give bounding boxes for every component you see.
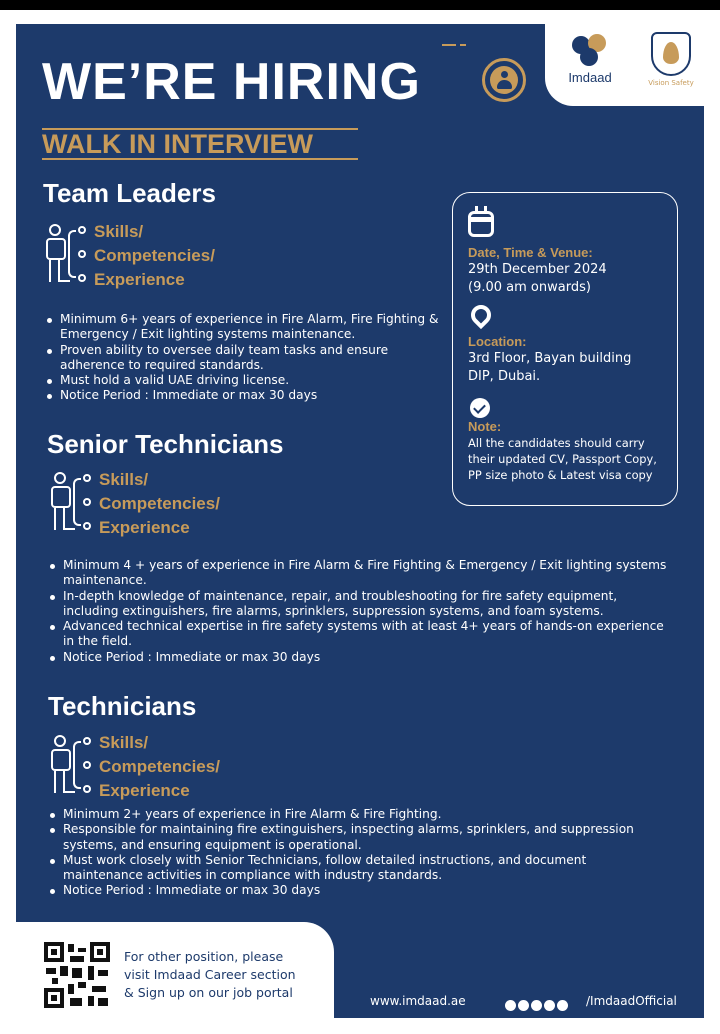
- facebook-icon[interactable]: [505, 1000, 516, 1011]
- twitter-icon[interactable]: [518, 1000, 529, 1011]
- brace-connector: [73, 478, 81, 526]
- list-item: In-depth knowledge of maintenance, repair, and troubleshooting for fire safety equipment, including extinguishers, fire alarms, sprinklers, suppression systems, and foam systems.: [47, 589, 667, 620]
- list-item: Notice Period : Immediate or max 30 days: [47, 650, 667, 665]
- list-item: Minimum 4 + years of experience in Fire Alarm & Fire Fighting & Emergency / Exit lighting systems maintenance.: [47, 558, 667, 589]
- list-item: Notice Period : Immediate or max 30 days: [44, 388, 444, 403]
- social-icons: [505, 995, 570, 1007]
- walk-in-interview-banner: WALK IN INTERVIEW: [42, 128, 358, 160]
- list-item: Must work closely with Senior Technicians, follow detailed instructions, and document maintenance activities in compliance with industry standards.: [47, 853, 667, 884]
- brace-connector: [73, 741, 81, 789]
- vision-safety-logo-text: Vision Safety: [648, 79, 694, 87]
- check-icon: [470, 398, 490, 418]
- team-leaders-requirements: [44, 312, 444, 404]
- bullet-dot: [83, 474, 91, 482]
- vision-safety-logo: [645, 32, 697, 87]
- senior-technicians-requirements: [47, 558, 667, 665]
- career-panel: [16, 922, 334, 1018]
- experience-label: Experience: [99, 781, 190, 800]
- logo-panel: [545, 24, 720, 106]
- bullet-dot: [83, 737, 91, 745]
- bullet-dot: [83, 498, 91, 506]
- skills-label: Skills/: [94, 222, 144, 241]
- note-line2: their updated CV, Passport Copy,: [468, 452, 657, 466]
- linkedin-icon[interactable]: [531, 1000, 542, 1011]
- time-value: (9.00 am onwards): [468, 280, 591, 295]
- competencies-label: Competencies/: [94, 246, 215, 265]
- competencies-label: Competencies/: [99, 494, 220, 513]
- list-item: Responsible for maintaining fire extinguishers, inspecting alarms, sprinklers, and suppression systems, and ensuring equipment is operational.: [47, 822, 667, 853]
- list-item: Advanced technical expertise in fire safety systems with at least 4+ years of hands-on experience in the field.: [47, 619, 667, 650]
- location-heading: Location:: [468, 334, 527, 349]
- bullet-dot: [78, 250, 86, 258]
- list-item: Proven ability to oversee daily team tasks and ensure adherence to required standards.: [44, 343, 444, 374]
- website-link[interactable]: www.imdaad.ae: [370, 994, 466, 1008]
- flame-icon: [663, 42, 679, 64]
- skills-block: [42, 222, 282, 292]
- bullet-dot: [78, 226, 86, 234]
- skills-label: Skills/: [99, 733, 149, 752]
- location-line2: DIP, Dubai.: [468, 369, 541, 384]
- bullet-dot: [78, 274, 86, 282]
- experience-label: Experience: [99, 518, 190, 537]
- shield-icon: [651, 32, 691, 76]
- list-item: Must hold a valid UAE driving license.: [44, 373, 444, 388]
- skills-block: [47, 733, 287, 803]
- youtube-icon[interactable]: [557, 1000, 568, 1011]
- career-line2: visit Imdaad Career section: [124, 967, 296, 982]
- note-heading: Note:: [468, 419, 502, 434]
- section-title-team-leaders: Team Leaders: [43, 178, 216, 208]
- list-item: Minimum 6+ years of experience in Fire Alarm, Fire Fighting & Emergency / Exit lighting systems maintenance.: [44, 312, 444, 343]
- bullet-dot: [83, 785, 91, 793]
- date-heading: Date, Time & Venue:: [468, 245, 593, 260]
- qr-code[interactable]: [44, 942, 110, 1008]
- calendar-icon: [468, 211, 494, 237]
- brace-connector: [68, 230, 76, 278]
- competencies-label: Competencies/: [99, 757, 220, 776]
- imdaad-logo-mark: [568, 34, 612, 68]
- list-item: Minimum 2+ years of experience in Fire Alarm & Fire Fighting.: [47, 807, 667, 822]
- location-pin-icon: [467, 301, 495, 329]
- career-message: [124, 948, 296, 1002]
- headline-accent: [442, 44, 468, 47]
- skills-block: [47, 470, 287, 540]
- list-item: Notice Period : Immediate or max 30 days: [47, 883, 667, 898]
- imdaad-logo: [559, 34, 621, 85]
- person-circle-icon: [482, 58, 526, 102]
- bullet-dot: [83, 761, 91, 769]
- imdaad-logo-text: Imdaad: [568, 70, 612, 85]
- date-value: 29th December 2024: [468, 262, 607, 277]
- headline: WE’RE HIRING: [42, 53, 421, 111]
- top-black-bar: [0, 0, 720, 10]
- note-line1: All the candidates should carry: [468, 436, 645, 450]
- section-title-technicians: Technicians: [48, 691, 197, 721]
- instagram-icon[interactable]: [544, 1000, 555, 1011]
- career-line3: & Sign up on our job portal: [124, 985, 293, 1000]
- bullet-dot: [83, 522, 91, 530]
- experience-label: Experience: [94, 270, 185, 289]
- section-title-senior-technicians: Senior Technicians: [47, 429, 284, 459]
- interview-info-box: [452, 192, 678, 506]
- skills-label: Skills/: [99, 470, 149, 489]
- social-handle[interactable]: /ImdaadOfficial: [586, 994, 677, 1008]
- career-line1: For other position, please: [124, 949, 284, 964]
- technicians-requirements: [47, 807, 667, 899]
- location-line1: 3rd Floor, Bayan building: [468, 351, 632, 366]
- note-line3: PP size photo & Latest visa copy: [468, 468, 653, 482]
